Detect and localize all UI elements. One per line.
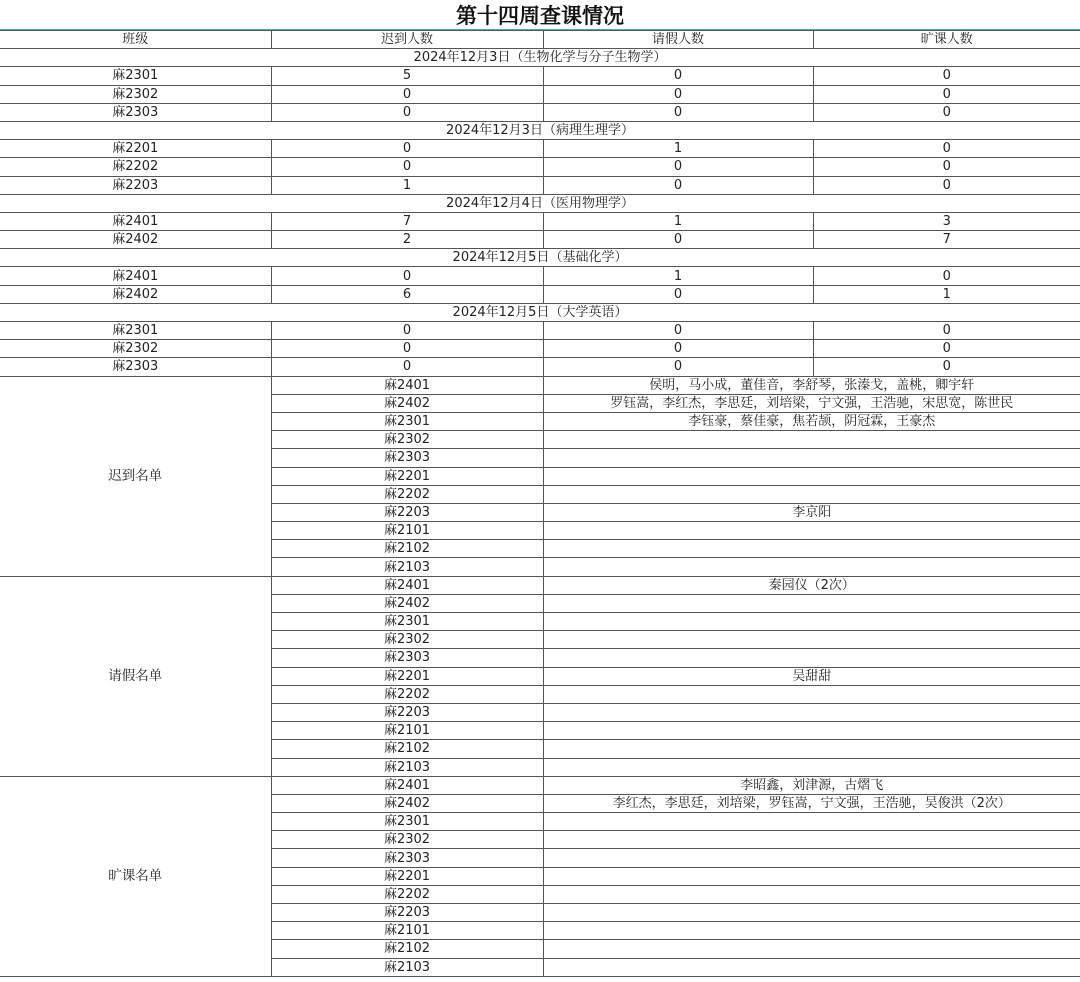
leave-count-cell[interactable]: 0 <box>543 176 813 194</box>
name-list-class[interactable]: 麻2301 <box>271 813 543 831</box>
sheet-title: 第十四周查课情况 <box>456 4 624 28</box>
session-data-row <box>0 322 1080 340</box>
absent-count-cell[interactable]: 0 <box>813 267 1080 285</box>
class-cell[interactable]: 麻2302 <box>0 340 271 358</box>
name-list-students[interactable] <box>543 467 1080 485</box>
name-list-class[interactable]: 麻2301 <box>271 412 543 430</box>
name-list-class[interactable]: 麻2102 <box>271 940 543 958</box>
session-data-row <box>0 103 1080 121</box>
name-list-row <box>0 376 1080 394</box>
name-list-class[interactable]: 麻2103 <box>271 558 543 576</box>
class-cell[interactable]: 麻2302 <box>0 85 271 103</box>
name-list-class[interactable]: 麻2402 <box>271 794 543 812</box>
late-count-cell[interactable]: 0 <box>271 358 543 376</box>
late-count-cell[interactable]: 0 <box>271 103 543 121</box>
session-data-row <box>0 212 1080 230</box>
header-leave-count[interactable]: 请假人数 <box>543 31 813 49</box>
name-list-students[interactable] <box>543 594 1080 612</box>
name-list-class[interactable]: 麻2101 <box>271 722 543 740</box>
name-list-students[interactable]: 罗钰嵩，李红杰，李思廷，刘培梁，宁文强，王浩驰，宋思宽，陈世民 <box>543 394 1080 412</box>
session-data-row <box>0 176 1080 194</box>
name-list-students[interactable] <box>543 867 1080 885</box>
name-list-row <box>0 576 1080 594</box>
absent-count-cell[interactable]: 0 <box>813 67 1080 85</box>
class-cell[interactable]: 麻2303 <box>0 358 271 376</box>
name-list-class[interactable]: 麻2201 <box>271 867 543 885</box>
class-cell[interactable]: 麻2303 <box>0 103 271 121</box>
name-list-class[interactable]: 麻2302 <box>271 631 543 649</box>
leave-count-cell[interactable]: 0 <box>543 322 813 340</box>
name-list-class[interactable]: 麻2102 <box>271 540 543 558</box>
session-data-row <box>0 340 1080 358</box>
attendance-table-body <box>0 31 1080 977</box>
session-data-row <box>0 85 1080 103</box>
session-header-row <box>0 194 1080 212</box>
session-header-row <box>0 249 1080 267</box>
name-list-class[interactable]: 麻2101 <box>271 922 543 940</box>
name-list-students[interactable] <box>543 922 1080 940</box>
session-label[interactable]: 2024年12月5日（基础化学） <box>0 249 1080 267</box>
name-list-students[interactable] <box>543 449 1080 467</box>
session-label[interactable]: 2024年12月5日（大学英语） <box>0 303 1080 321</box>
name-list-class[interactable]: 麻2402 <box>271 394 543 412</box>
name-list-students[interactable] <box>543 904 1080 922</box>
name-list-students[interactable]: 李红杰，李思廷，刘培梁，罗钰嵩，宁文强，王浩驰，吴俊洪（2次） <box>543 794 1080 812</box>
name-list-class[interactable]: 麻2201 <box>271 467 543 485</box>
absent-count-cell[interactable]: 0 <box>813 322 1080 340</box>
name-list-class[interactable]: 麻2401 <box>271 376 543 394</box>
class-cell[interactable]: 麻2401 <box>0 267 271 285</box>
name-list-students[interactable] <box>543 813 1080 831</box>
name-list-class[interactable]: 麻2402 <box>271 594 543 612</box>
late-count-cell[interactable]: 6 <box>271 285 543 303</box>
name-list-class[interactable]: 麻2203 <box>271 503 543 521</box>
name-list-students[interactable] <box>543 885 1080 903</box>
name-list-label[interactable]: 旷课名单 <box>0 776 271 976</box>
leave-count-cell[interactable]: 1 <box>543 267 813 285</box>
name-list-class[interactable]: 麻2103 <box>271 758 543 776</box>
session-data-row <box>0 158 1080 176</box>
late-count-cell[interactable]: 0 <box>271 322 543 340</box>
name-list-students[interactable] <box>543 722 1080 740</box>
absent-count-cell[interactable]: 3 <box>813 212 1080 230</box>
name-list-students[interactable] <box>543 613 1080 631</box>
name-list-class[interactable]: 麻2202 <box>271 885 543 903</box>
name-list-class[interactable]: 麻2302 <box>271 431 543 449</box>
late-count-cell[interactable]: 7 <box>271 212 543 230</box>
name-list-students[interactable] <box>543 831 1080 849</box>
name-list-students[interactable] <box>543 649 1080 667</box>
leave-count-cell[interactable]: 0 <box>543 158 813 176</box>
late-count-cell[interactable]: 2 <box>271 231 543 249</box>
name-list-class[interactable]: 麻2303 <box>271 649 543 667</box>
attendance-table <box>0 30 1080 977</box>
late-count-cell[interactable]: 0 <box>271 267 543 285</box>
late-count-cell[interactable]: 0 <box>271 85 543 103</box>
name-list-class[interactable]: 麻2102 <box>271 740 543 758</box>
class-cell[interactable]: 麻2202 <box>0 158 271 176</box>
name-list-students[interactable] <box>543 485 1080 503</box>
absent-count-cell[interactable]: 1 <box>813 285 1080 303</box>
leave-count-cell[interactable]: 0 <box>543 340 813 358</box>
absent-count-cell[interactable]: 0 <box>813 158 1080 176</box>
name-list-students[interactable] <box>543 940 1080 958</box>
name-list-class[interactable]: 麻2202 <box>271 685 543 703</box>
name-list-class[interactable]: 麻2303 <box>271 449 543 467</box>
leave-count-cell[interactable]: 1 <box>543 140 813 158</box>
name-list-students[interactable]: 李京阳 <box>543 503 1080 521</box>
name-list-row <box>0 776 1080 794</box>
late-count-cell[interactable]: 0 <box>271 140 543 158</box>
session-data-row <box>0 140 1080 158</box>
session-data-row <box>0 285 1080 303</box>
class-cell[interactable]: 麻2301 <box>0 67 271 85</box>
session-header-row <box>0 121 1080 139</box>
header-class[interactable]: 班级 <box>0 31 271 49</box>
name-list-students[interactable]: 秦园仪（2次） <box>543 576 1080 594</box>
session-data-row <box>0 67 1080 85</box>
name-list-class[interactable]: 麻2101 <box>271 522 543 540</box>
name-list-class[interactable]: 麻2203 <box>271 904 543 922</box>
absent-count-cell[interactable]: 7 <box>813 231 1080 249</box>
name-list-students[interactable] <box>543 703 1080 721</box>
header-late-count[interactable]: 迟到人数 <box>271 31 543 49</box>
session-label[interactable]: 2024年12月3日（生物化学与分子生物学） <box>0 49 1080 67</box>
name-list-class[interactable]: 麻2401 <box>271 576 543 594</box>
name-list-students[interactable] <box>543 740 1080 758</box>
name-list-class[interactable]: 麻2401 <box>271 776 543 794</box>
absent-count-cell[interactable]: 0 <box>813 358 1080 376</box>
session-label[interactable]: 2024年12月3日（病理生理学） <box>0 121 1080 139</box>
class-cell[interactable]: 麻2402 <box>0 231 271 249</box>
session-data-row <box>0 267 1080 285</box>
name-list-students[interactable] <box>543 522 1080 540</box>
late-count-cell[interactable]: 5 <box>271 67 543 85</box>
leave-count-cell[interactable]: 0 <box>543 103 813 121</box>
late-count-cell[interactable]: 0 <box>271 158 543 176</box>
leave-count-cell[interactable]: 0 <box>543 285 813 303</box>
name-list-class[interactable]: 麻2302 <box>271 831 543 849</box>
leave-count-cell[interactable]: 0 <box>543 85 813 103</box>
class-cell[interactable]: 麻2401 <box>0 212 271 230</box>
name-list-students[interactable] <box>543 631 1080 649</box>
name-list-students[interactable] <box>543 958 1080 976</box>
name-list-students[interactable]: 吴甜甜 <box>543 667 1080 685</box>
name-list-class[interactable]: 麻2301 <box>271 613 543 631</box>
name-list-students[interactable] <box>543 431 1080 449</box>
absent-count-cell[interactable]: 0 <box>813 85 1080 103</box>
name-list-label[interactable]: 请假名单 <box>0 576 271 776</box>
session-label[interactable]: 2024年12月4日（医用物理学） <box>0 194 1080 212</box>
late-count-cell[interactable]: 0 <box>271 340 543 358</box>
leave-count-cell[interactable]: 0 <box>543 358 813 376</box>
name-list-class[interactable]: 麻2202 <box>271 485 543 503</box>
leave-count-cell[interactable]: 0 <box>543 67 813 85</box>
name-list-label[interactable]: 迟到名单 <box>0 376 271 576</box>
session-data-row <box>0 231 1080 249</box>
name-list-students[interactable]: 李昭鑫，刘津源，古熠飞 <box>543 776 1080 794</box>
class-cell[interactable]: 麻2402 <box>0 285 271 303</box>
header-row <box>0 31 1080 49</box>
session-header-row <box>0 303 1080 321</box>
name-list-students[interactable] <box>543 758 1080 776</box>
absent-count-cell[interactable]: 0 <box>813 176 1080 194</box>
absent-count-cell[interactable]: 0 <box>813 140 1080 158</box>
name-list-students[interactable] <box>543 540 1080 558</box>
session-header-row <box>0 49 1080 67</box>
leave-count-cell[interactable]: 1 <box>543 212 813 230</box>
name-list-students[interactable]: 侯明，马小成，董佳音，李舒琴，张溱戈，盖桃，卿宇轩 <box>543 376 1080 394</box>
class-cell[interactable]: 麻2301 <box>0 322 271 340</box>
name-list-class[interactable]: 麻2201 <box>271 667 543 685</box>
session-data-row <box>0 358 1080 376</box>
name-list-class[interactable]: 麻2303 <box>271 849 543 867</box>
class-cell[interactable]: 麻2203 <box>0 176 271 194</box>
header-absent-count[interactable]: 旷课人数 <box>813 31 1080 49</box>
absent-count-cell[interactable]: 0 <box>813 103 1080 121</box>
name-list-students[interactable]: 李钰豪，蔡佳豪，焦若颉，阴冠霖，王豪杰 <box>543 412 1080 430</box>
name-list-students[interactable] <box>543 558 1080 576</box>
name-list-class[interactable]: 麻2103 <box>271 958 543 976</box>
name-list-students[interactable] <box>543 685 1080 703</box>
class-cell[interactable]: 麻2201 <box>0 140 271 158</box>
leave-count-cell[interactable]: 0 <box>543 231 813 249</box>
name-list-class[interactable]: 麻2203 <box>271 703 543 721</box>
absent-count-cell[interactable]: 0 <box>813 340 1080 358</box>
late-count-cell[interactable]: 1 <box>271 176 543 194</box>
name-list-students[interactable] <box>543 849 1080 867</box>
